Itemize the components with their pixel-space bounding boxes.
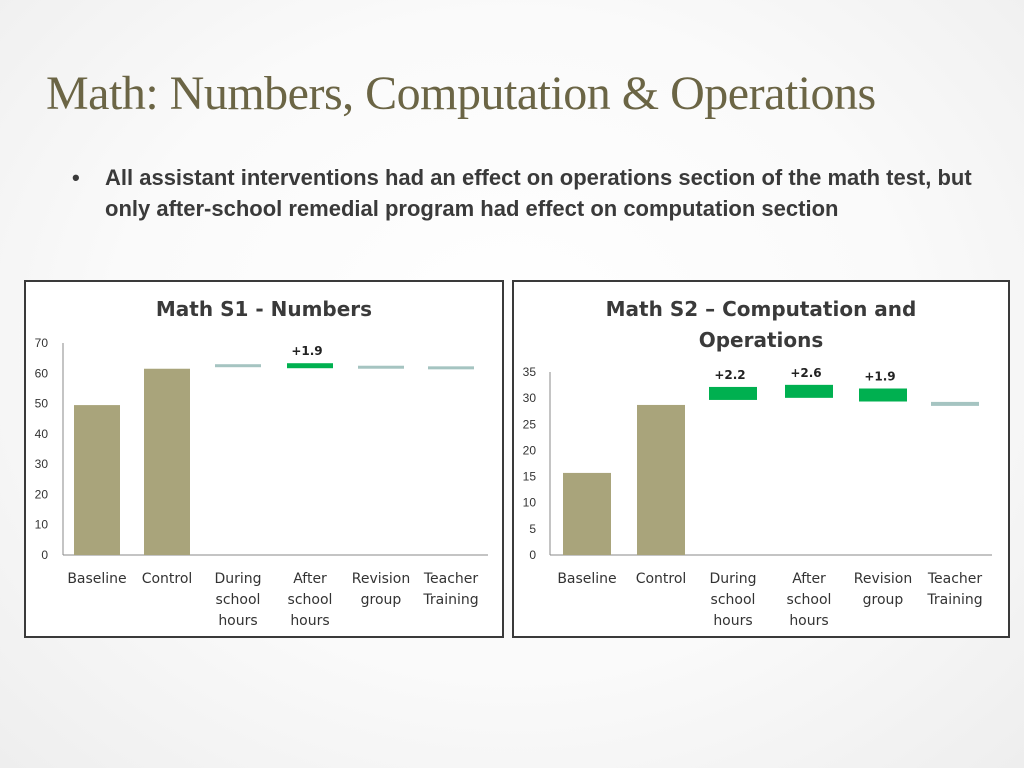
category-label: group [862,592,904,608]
chart-panel-numbers [24,280,504,638]
data-label: +2.2 [714,367,746,382]
category-label: hours [789,613,829,629]
category-label: group [360,592,402,608]
category-label: school [786,592,832,608]
chart-panel-computation [512,280,1010,638]
category-label: school [710,592,756,608]
effect-marker-neutral [215,364,261,367]
category-label: Revision [351,571,411,587]
y-tick-label: 5 [529,521,536,536]
category-label: Baseline [557,571,617,587]
bullet-dot-icon: • [72,165,80,190]
slide-title: Math: Numbers, Computation & Operations [46,67,876,120]
y-tick-label: 50 [34,396,48,411]
chart-numbers [26,282,502,636]
y-tick-label: 0 [41,548,48,562]
y-tick-label: 70 [34,336,48,350]
y-tick-label: 10 [522,495,536,510]
category-label: school [215,592,261,608]
category-label: Teacher [927,571,983,587]
y-tick-label: 25 [522,417,536,432]
bar-baseline [563,473,611,555]
category-label: hours [290,613,330,629]
data-label: +1.9 [291,344,323,359]
y-tick-label: 30 [34,457,48,472]
effect-marker-neutral [358,366,404,369]
category-label: Control [141,571,193,587]
y-tick-label: 30 [522,391,536,406]
category-label: Training [927,592,983,608]
category-label: During [709,571,757,587]
category-label: school [287,592,333,608]
bullet-list [72,162,972,224]
y-tick-label: 35 [522,365,536,379]
bar-baseline [74,405,120,555]
effect-marker-neutral [428,366,474,369]
category-label: hours [713,613,753,629]
category-label: Training [423,592,479,608]
chart-computation [514,282,1008,636]
category-label: After [293,571,327,587]
effect-marker-significant [859,389,907,402]
category-label: After [792,571,826,587]
category-label: Revision [853,571,913,587]
bullet-item [72,162,972,224]
category-label: During [214,571,262,587]
category-label: Baseline [67,571,127,587]
effect-marker-neutral [931,402,979,406]
y-tick-label: 15 [522,469,536,484]
bar-control [637,405,685,555]
chart-title-computation: Math S2 – Computation and Operations [605,297,917,352]
effect-marker-significant [287,363,333,368]
bullet-text: All assistant interventions had an effect on operations section of the math test, but only after-school remedial program had effect on computation section [105,165,972,221]
y-tick-label: 40 [34,426,48,441]
data-label: +1.9 [864,369,896,384]
effect-marker-significant [709,387,757,400]
category-label: hours [218,613,258,629]
bar-control [144,369,190,555]
effect-marker-significant [785,385,833,398]
data-label: +2.6 [790,365,822,380]
category-label: Control [635,571,687,587]
y-tick-label: 0 [529,548,536,562]
category-label: Teacher [423,571,479,587]
chart-title-numbers: Math S1 - Numbers [155,297,373,321]
y-tick-label: 60 [34,366,48,381]
y-tick-label: 20 [522,443,536,458]
y-tick-label: 20 [34,487,48,502]
y-tick-label: 10 [34,517,48,532]
